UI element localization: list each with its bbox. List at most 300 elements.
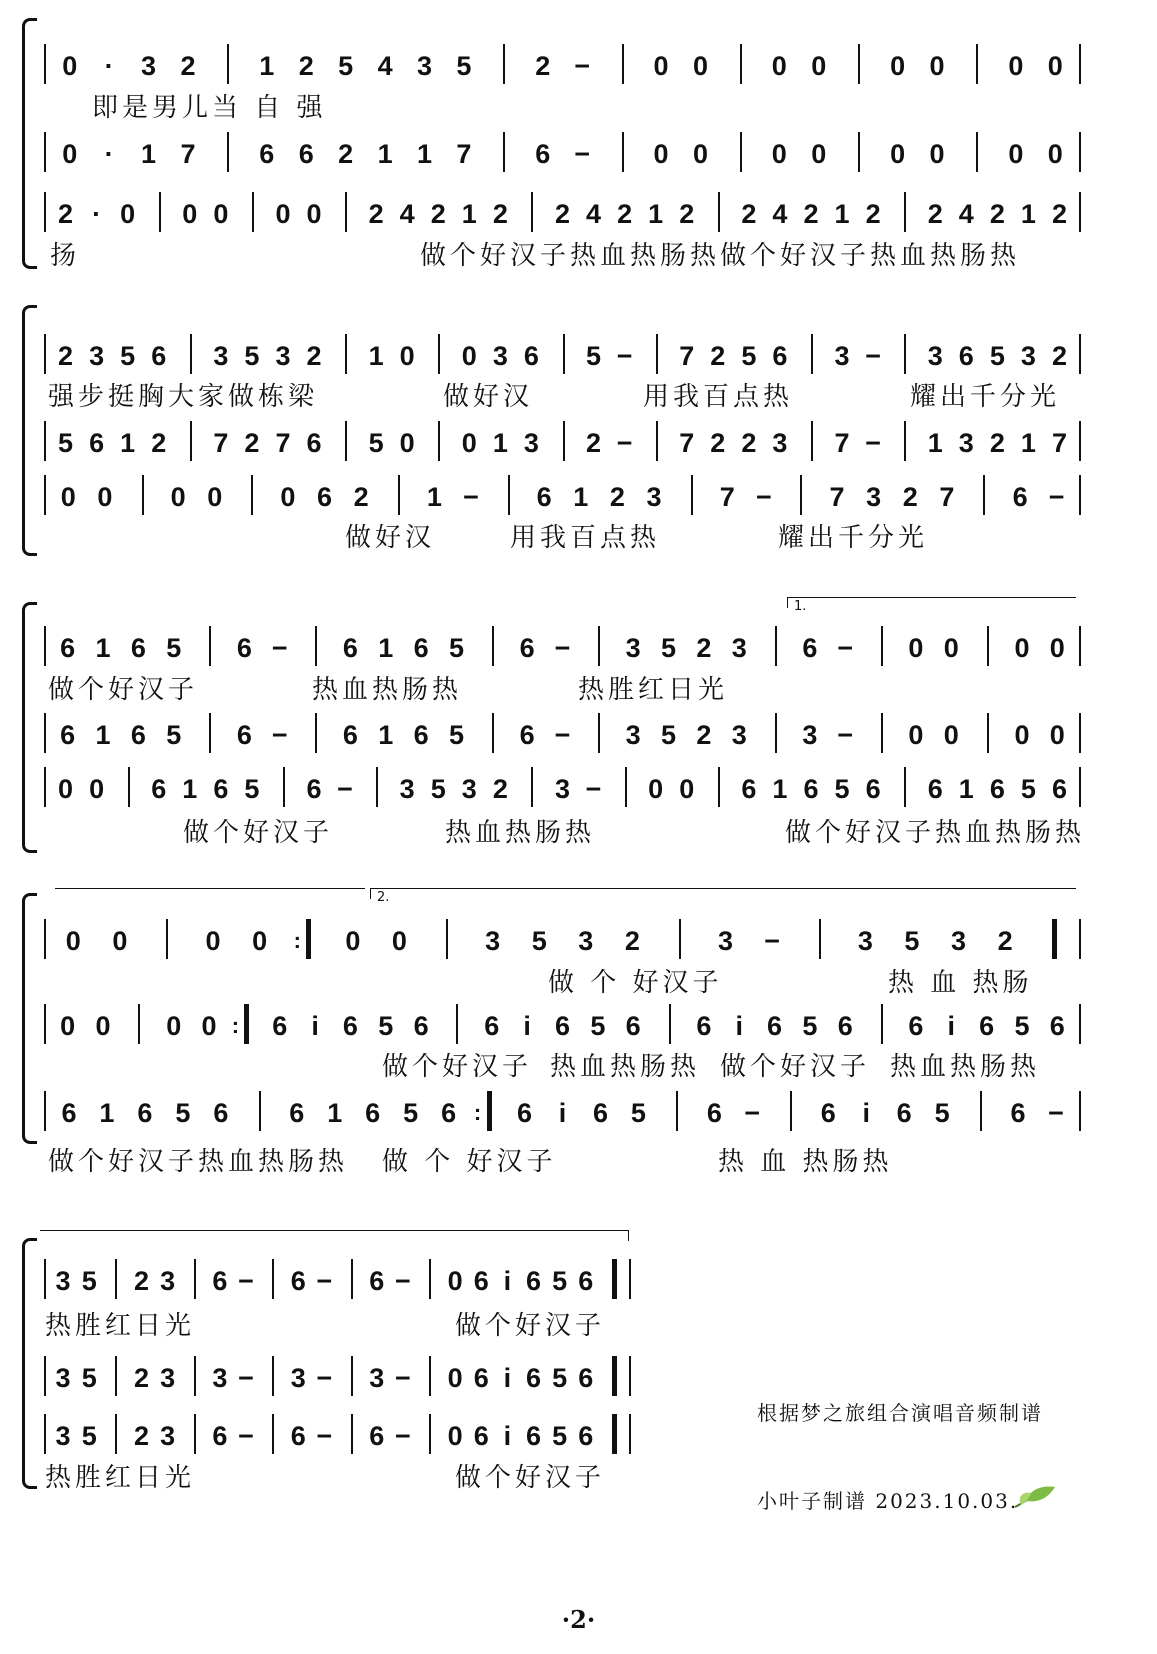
barline: [976, 132, 978, 172]
note: 3: [731, 633, 747, 663]
barline: [531, 767, 533, 807]
note: 6: [342, 633, 358, 663]
note-row: [0, 771, 1157, 807]
note: 0: [692, 139, 708, 169]
note: 6: [554, 1011, 571, 1041]
note: 0: [648, 774, 664, 804]
note: −: [744, 1098, 761, 1128]
note: 6: [484, 1011, 500, 1041]
barline-end: [1079, 132, 1081, 172]
note: 3: [578, 926, 594, 956]
note: 0: [1049, 720, 1065, 750]
note: 4: [586, 199, 602, 229]
note: 6: [908, 1011, 924, 1041]
note: −: [554, 633, 571, 663]
note: 6: [592, 1098, 608, 1128]
note: 2: [133, 1421, 149, 1451]
note: 0: [943, 633, 959, 663]
note: 6: [523, 341, 539, 371]
note: −: [755, 482, 772, 512]
note: 1: [182, 774, 198, 804]
note: 2: [133, 1266, 149, 1296]
note-row: [0, 1360, 1157, 1396]
barline: [622, 132, 624, 172]
note: 5: [378, 1011, 394, 1041]
lyric: 做个好汉子: [183, 818, 334, 848]
lyric: 用我百点热: [643, 382, 794, 412]
leaf-icon: [1013, 1483, 1057, 1509]
repeat-dots: :: [473, 1100, 482, 1125]
note: 0: [58, 774, 74, 804]
note: 0: [1008, 51, 1024, 81]
lyric: 热胜红日光: [45, 1463, 196, 1493]
note: 3: [369, 1363, 385, 1393]
barline: [625, 767, 627, 807]
note: 6: [151, 774, 167, 804]
note: 7: [1051, 428, 1067, 458]
barline: [691, 475, 693, 515]
barline: [669, 1004, 671, 1044]
note: 6: [865, 774, 881, 804]
barline: [811, 334, 813, 374]
note: 0: [890, 51, 906, 81]
note: 6: [820, 1098, 836, 1128]
note: i: [947, 1011, 956, 1041]
barline: [345, 334, 347, 374]
barline: [656, 421, 658, 461]
note: 3: [55, 1421, 71, 1451]
note: 6: [342, 1011, 358, 1041]
note: 6: [317, 482, 333, 512]
barline: [227, 132, 229, 172]
note: 1: [958, 774, 974, 804]
barline: [446, 919, 448, 959]
barline-start: [44, 919, 46, 959]
note: 4: [399, 199, 415, 229]
note: 6: [979, 1011, 995, 1041]
barline: [775, 626, 777, 666]
note: 4: [772, 199, 788, 229]
note: 6: [306, 774, 322, 804]
barline: [612, 1356, 617, 1396]
lyric: 用我百点热: [510, 523, 661, 553]
barline: [456, 1004, 458, 1044]
note: 3: [718, 926, 734, 956]
note: 5: [552, 1266, 568, 1296]
lyric: 做 个 好汉子: [382, 1147, 557, 1177]
note: 0: [679, 774, 695, 804]
note: 5: [661, 633, 677, 663]
note: i: [523, 1011, 531, 1041]
note: 0: [95, 1011, 111, 1041]
note: −: [574, 139, 591, 169]
note: 6: [61, 1098, 77, 1128]
note-row: [0, 338, 1157, 374]
note: 6: [802, 633, 818, 663]
note: 1: [1020, 199, 1036, 229]
barline: [190, 334, 192, 374]
barline: [790, 1091, 792, 1131]
barline-end: [1079, 767, 1081, 807]
note: −: [574, 51, 591, 81]
note: 7: [719, 482, 735, 512]
note: 2: [554, 199, 571, 229]
barline: [376, 767, 378, 807]
note: 0: [205, 926, 221, 956]
note-row: [0, 1008, 1157, 1044]
note: 2: [492, 774, 508, 804]
barline: [598, 713, 600, 753]
note: 6: [473, 1421, 489, 1451]
note: 5: [741, 341, 757, 371]
barline: [209, 713, 211, 753]
barline: [598, 626, 600, 666]
lyric: 做个好汉子热血热肠热: [48, 1147, 349, 1177]
barline-end: [1079, 44, 1081, 84]
barline-start: [44, 1259, 46, 1299]
barline-end: [1079, 421, 1081, 461]
note: 7: [829, 482, 845, 512]
lyric: 热 血 热肠: [888, 968, 1033, 998]
lyric: 做个好汉子: [48, 675, 199, 705]
barline: [492, 626, 494, 666]
note: 7: [939, 482, 955, 512]
note: 4: [377, 51, 393, 81]
note: −: [1048, 482, 1065, 512]
barline: [351, 1259, 353, 1299]
note: 6: [989, 774, 1005, 804]
note: 3: [866, 482, 882, 512]
note: 0: [908, 633, 924, 663]
note: 0: [97, 482, 113, 512]
note-row: [0, 630, 1157, 666]
note: 3: [399, 774, 415, 804]
note: 0: [65, 926, 81, 956]
barline: [858, 44, 860, 84]
note: i: [503, 1266, 512, 1296]
note: i: [862, 1098, 870, 1128]
note: 3: [1020, 341, 1036, 371]
note: 1: [378, 720, 394, 750]
barline: [138, 1004, 140, 1044]
barline: [980, 1091, 982, 1131]
note: 6: [137, 1098, 153, 1128]
lyric: 扬: [50, 241, 81, 271]
note: 3: [461, 774, 477, 804]
note: −: [271, 720, 288, 750]
note: 1: [259, 51, 275, 81]
note: 2: [609, 482, 625, 512]
note: 6: [526, 1421, 542, 1451]
barline-end: [629, 1414, 631, 1454]
lyric: 即是男儿当 自 强: [92, 93, 327, 123]
note: i: [311, 1011, 319, 1041]
note: 6: [958, 341, 974, 371]
note: 0: [653, 51, 669, 81]
note: 2: [741, 199, 757, 229]
note: 6: [289, 1098, 305, 1128]
note: 6: [519, 720, 535, 750]
note: 7: [213, 428, 229, 458]
barline: [128, 767, 130, 807]
barline: [775, 713, 777, 753]
barline: [438, 334, 440, 374]
note: 5: [661, 720, 677, 750]
note: i: [735, 1011, 743, 1041]
lyric: 做个好汉子: [455, 1311, 606, 1341]
note: 6: [213, 1098, 229, 1128]
note: −: [316, 1363, 333, 1393]
barline: [740, 44, 742, 84]
barline-start: [44, 626, 46, 666]
note: 5: [368, 428, 384, 458]
note: 6: [60, 633, 76, 663]
note: 5: [58, 428, 74, 458]
note: 0: [1049, 633, 1065, 663]
note: 2: [338, 139, 354, 169]
barline: [345, 192, 347, 232]
note: 2: [306, 341, 322, 371]
note: 3: [646, 482, 662, 512]
note: 6: [772, 341, 788, 371]
note: 6: [741, 774, 757, 804]
barline-start: [44, 334, 46, 374]
note: 3: [417, 51, 433, 81]
note: 1: [141, 139, 157, 169]
note: 2: [927, 199, 943, 229]
note: 6: [803, 774, 819, 804]
barline: [718, 767, 720, 807]
note: −: [238, 1421, 254, 1451]
note: 2: [710, 428, 726, 458]
barline: [438, 421, 440, 461]
note: 6: [369, 1266, 385, 1296]
note: 0: [306, 199, 322, 229]
note: 6: [272, 1011, 288, 1041]
note: 6: [517, 1098, 533, 1128]
note: 0: [1014, 720, 1030, 750]
note: ·: [92, 199, 102, 229]
note: 6: [236, 720, 252, 750]
note: 6: [413, 720, 429, 750]
note: i: [503, 1421, 512, 1451]
barline: [679, 919, 681, 959]
note: 6: [212, 1266, 228, 1296]
note: 5: [338, 51, 354, 81]
note: 0: [461, 428, 477, 458]
barline-start: [44, 1414, 46, 1454]
note: 1: [426, 482, 442, 512]
note: 7: [679, 428, 695, 458]
note: 1: [573, 482, 589, 512]
barline: [904, 334, 906, 374]
note: 6: [896, 1098, 912, 1128]
note: 0: [890, 139, 906, 169]
note: 6: [365, 1098, 381, 1128]
lyric: 做个好汉子热血热肠热做个好汉子热血热肠热: [420, 241, 1021, 271]
note: 5: [448, 720, 464, 750]
note: 0: [1014, 633, 1030, 663]
note: 6: [413, 1011, 429, 1041]
note: 0: [60, 482, 76, 512]
barline: [345, 421, 347, 461]
note: 3: [141, 51, 157, 81]
note: 6: [526, 1363, 542, 1393]
note: −: [1048, 1098, 1064, 1128]
barline: [115, 1356, 117, 1396]
note: 3: [857, 926, 873, 956]
note: 5: [552, 1363, 568, 1393]
note: 5: [590, 1011, 606, 1041]
note: 2: [133, 1363, 149, 1393]
barline: [987, 713, 989, 753]
barline-end: [1079, 475, 1081, 515]
note: i: [558, 1098, 567, 1128]
note: 2: [58, 341, 74, 371]
note: 0: [182, 199, 198, 229]
lyric: 做个好汉子: [382, 1052, 533, 1082]
barline: [904, 767, 906, 807]
note: i: [503, 1363, 512, 1393]
note: 6: [706, 1098, 722, 1128]
barline-end: [629, 1259, 631, 1299]
note: 6: [535, 139, 551, 169]
note: 2: [353, 482, 369, 512]
note: 6: [837, 1011, 853, 1041]
note: 0: [653, 139, 669, 169]
note: 0: [1047, 139, 1063, 169]
barline-start: [44, 767, 46, 807]
note: 2: [696, 633, 712, 663]
barline: [612, 1414, 617, 1454]
barline: [351, 1356, 353, 1396]
barline: [492, 713, 494, 753]
note: 7: [834, 428, 850, 458]
barline: [272, 1259, 274, 1299]
note: 6: [696, 1011, 712, 1041]
note: 3: [927, 341, 943, 371]
note: 6: [369, 1421, 385, 1451]
barline: [904, 421, 906, 461]
note: 7: [679, 341, 695, 371]
note: 0: [399, 428, 415, 458]
note: 0: [943, 720, 959, 750]
barline: [351, 1414, 353, 1454]
note: 6: [1012, 482, 1028, 512]
note: 1: [927, 428, 943, 458]
note: 6: [536, 482, 552, 512]
note: 5: [175, 1098, 191, 1128]
note: 3: [492, 341, 508, 371]
note-row: [0, 923, 1157, 959]
barline: [563, 334, 565, 374]
lyric: 做好汉: [443, 382, 534, 412]
note: 6: [526, 1266, 542, 1296]
note: 6: [1010, 1098, 1026, 1128]
barline: [563, 421, 565, 461]
note: 2: [803, 199, 819, 229]
barline: [976, 44, 978, 84]
note: 3: [213, 341, 229, 371]
note: 2: [535, 51, 551, 81]
note: 7: [180, 139, 196, 169]
note: −: [616, 428, 633, 458]
note: 5: [81, 1363, 97, 1393]
barline: [429, 1356, 431, 1396]
barline: [622, 44, 624, 84]
note: −: [764, 926, 781, 956]
note: 6: [130, 633, 146, 663]
note: 6: [290, 1421, 306, 1451]
barline: [115, 1414, 117, 1454]
barline: [904, 192, 906, 232]
note-row: [0, 425, 1157, 461]
note: 5: [166, 720, 182, 750]
lyric: 做个好汉子: [455, 1463, 606, 1493]
barline: [190, 421, 192, 461]
credit-arrangement: 根据梦之旅组合演唱音频制谱: [757, 1401, 1043, 1425]
note: 1: [327, 1098, 343, 1128]
barline: [272, 1414, 274, 1454]
note: 6: [236, 633, 252, 663]
lyric: 热胜红日光: [578, 675, 729, 705]
note: 5: [456, 51, 472, 81]
barline-end: [1079, 919, 1081, 959]
note: 1: [99, 1098, 115, 1128]
note: 1: [368, 341, 384, 371]
note: 3: [625, 720, 641, 750]
note: 0: [62, 139, 78, 169]
note: ·: [104, 139, 114, 169]
note: 6: [1051, 774, 1067, 804]
note: 1: [120, 428, 136, 458]
note: 0: [447, 1363, 463, 1393]
note-row: [0, 136, 1157, 172]
note: 0: [280, 482, 296, 512]
note: 2: [58, 199, 74, 229]
barline: [811, 421, 813, 461]
note: 5: [244, 341, 260, 371]
lyric: 做个好汉子热血热肠热: [785, 818, 1086, 848]
page-number: ·2·: [561, 1605, 596, 1634]
barline-start: [44, 1091, 46, 1131]
note: 5: [403, 1098, 419, 1128]
barline: [800, 475, 802, 515]
volta-label: 2.: [377, 890, 390, 905]
note: 0: [811, 139, 827, 169]
barline: [259, 1091, 261, 1131]
barline: [612, 1259, 617, 1299]
note: 3: [275, 341, 291, 371]
lyric: 耀出千分光: [778, 523, 929, 553]
barline: [881, 626, 883, 666]
barline: [315, 713, 317, 753]
note: −: [585, 774, 602, 804]
note: 0: [112, 926, 128, 956]
note: 0: [908, 720, 924, 750]
note: 7: [275, 428, 291, 458]
note: 0: [447, 1266, 463, 1296]
note: 1: [1020, 428, 1036, 458]
barline: [858, 132, 860, 172]
lyric: 热胜红日光: [45, 1311, 196, 1341]
barline: [656, 334, 658, 374]
note: 0: [1008, 139, 1024, 169]
note: 0: [399, 341, 415, 371]
lyric: 强步挺胸大家做栋梁: [48, 382, 319, 412]
note: 3: [523, 428, 539, 458]
credit-author-date: 小叶子制谱 2023.10.03.: [757, 1489, 1019, 1513]
